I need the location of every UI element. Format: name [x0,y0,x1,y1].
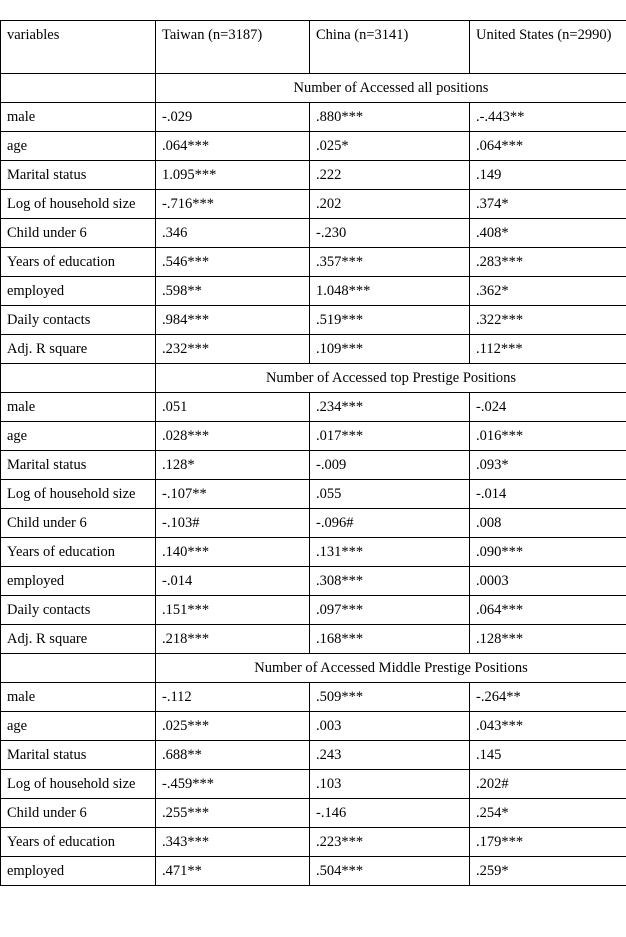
variable-cell: Adj. R square [1,625,156,654]
variable-cell: age [1,712,156,741]
section-blank-cell [1,364,156,393]
table-row [1,741,626,770]
taiwan-cell: .343*** [156,828,310,857]
taiwan-cell: -.107** [156,480,310,509]
taiwan-cell: -.716*** [156,190,310,219]
china-cell: -.230 [310,219,470,248]
section-header-row [1,364,626,393]
variable-cell: Years of education [1,828,156,857]
variable-cell: age [1,422,156,451]
variable-cell: Years of education [1,248,156,277]
china-cell: .003 [310,712,470,741]
table-row [1,567,626,596]
table-row [1,538,626,567]
table-row [1,190,626,219]
table-row [1,683,626,712]
variable-cell: Child under 6 [1,509,156,538]
taiwan-cell: -.459*** [156,770,310,799]
china-cell: .223*** [310,828,470,857]
variable-cell: male [1,683,156,712]
taiwan-cell: .255*** [156,799,310,828]
taiwan-cell: .140*** [156,538,310,567]
header-china: China (n=3141) [310,21,470,74]
taiwan-cell: .151*** [156,596,310,625]
taiwan-cell: .546*** [156,248,310,277]
section-blank-cell [1,654,156,683]
united-states-cell: .202# [470,770,626,799]
variable-cell: employed [1,277,156,306]
taiwan-cell: -.029 [156,103,310,132]
table-row [1,625,626,654]
united-states-cell: .008 [470,509,626,538]
variable-cell: Log of household size [1,480,156,509]
united-states-cell: .112*** [470,335,626,364]
taiwan-cell: -.014 [156,567,310,596]
taiwan-cell: .051 [156,393,310,422]
united-states-cell: .064*** [470,596,626,625]
china-cell: -.146 [310,799,470,828]
section-title: Number of Accessed all positions [156,74,626,103]
taiwan-cell: .346 [156,219,310,248]
united-states-cell: .179*** [470,828,626,857]
table-row [1,248,626,277]
china-cell: .509*** [310,683,470,712]
taiwan-cell: .984*** [156,306,310,335]
variable-cell: Marital status [1,161,156,190]
variable-cell: Log of household size [1,770,156,799]
united-states-cell: -.024 [470,393,626,422]
variable-cell: male [1,103,156,132]
china-cell: .025* [310,132,470,161]
united-states-cell: .149 [470,161,626,190]
section-header-row [1,74,626,103]
variable-cell: age [1,132,156,161]
variable-cell: employed [1,567,156,596]
table-body [1,21,626,886]
header-row [1,21,626,74]
variable-cell: Daily contacts [1,306,156,335]
united-states-cell: .145 [470,741,626,770]
china-cell: .234*** [310,393,470,422]
taiwan-cell: .025*** [156,712,310,741]
taiwan-cell: .232*** [156,335,310,364]
table-row [1,132,626,161]
table-row [1,103,626,132]
china-cell: .017*** [310,422,470,451]
taiwan-cell: .128* [156,451,310,480]
united-states-cell: .374* [470,190,626,219]
variable-cell: Marital status [1,741,156,770]
section-blank-cell [1,74,156,103]
china-cell: .519*** [310,306,470,335]
united-states-cell: .128*** [470,625,626,654]
variable-cell: Child under 6 [1,219,156,248]
table-row [1,393,626,422]
table-row [1,770,626,799]
united-states-cell: .362* [470,277,626,306]
section-title: Number of Accessed Middle Prestige Positions [156,654,626,683]
taiwan-cell: .471** [156,857,310,886]
united-states-cell: .016*** [470,422,626,451]
header-united-states: United States (n=2990) [470,21,626,74]
table-row [1,451,626,480]
china-cell: .097*** [310,596,470,625]
united-states-cell: -.014 [470,480,626,509]
table-row [1,712,626,741]
taiwan-cell: .218*** [156,625,310,654]
united-states-cell: .408* [470,219,626,248]
variable-cell: Marital status [1,451,156,480]
united-states-cell: .259* [470,857,626,886]
taiwan-cell: .598** [156,277,310,306]
variable-cell: Child under 6 [1,799,156,828]
china-cell: -.096# [310,509,470,538]
table-row [1,161,626,190]
variable-cell: Years of education [1,538,156,567]
united-states-cell: .0003 [470,567,626,596]
china-cell: .243 [310,741,470,770]
united-states-cell: .043*** [470,712,626,741]
china-cell: .504*** [310,857,470,886]
united-states-cell: .-.443** [470,103,626,132]
variable-cell: Log of household size [1,190,156,219]
china-cell: .055 [310,480,470,509]
united-states-cell: .283*** [470,248,626,277]
china-cell: .103 [310,770,470,799]
table-row [1,857,626,886]
taiwan-cell: .688** [156,741,310,770]
taiwan-cell: .064*** [156,132,310,161]
taiwan-cell: 1.095*** [156,161,310,190]
united-states-cell: .064*** [470,132,626,161]
table-row [1,277,626,306]
header-taiwan: Taiwan (n=3187) [156,21,310,74]
taiwan-cell: -.103# [156,509,310,538]
china-cell: .131*** [310,538,470,567]
variable-cell: Adj. R square [1,335,156,364]
variable-cell: employed [1,857,156,886]
variable-cell: male [1,393,156,422]
table-row [1,828,626,857]
united-states-cell: .093* [470,451,626,480]
china-cell: .168*** [310,625,470,654]
united-states-cell: .090*** [470,538,626,567]
china-cell: .202 [310,190,470,219]
section-title: Number of Accessed top Prestige Positions [156,364,626,393]
taiwan-cell: -.112 [156,683,310,712]
united-states-cell: .254* [470,799,626,828]
regression-table [0,20,626,886]
table-row [1,596,626,625]
table-row [1,480,626,509]
taiwan-cell: .028*** [156,422,310,451]
table-row [1,799,626,828]
variable-cell: Daily contacts [1,596,156,625]
china-cell: .222 [310,161,470,190]
table-row [1,335,626,364]
table-row [1,422,626,451]
table-row [1,306,626,335]
united-states-cell: -.264** [470,683,626,712]
china-cell: .308*** [310,567,470,596]
china-cell: .880*** [310,103,470,132]
china-cell: .109*** [310,335,470,364]
china-cell: -.009 [310,451,470,480]
section-header-row [1,654,626,683]
table-row [1,219,626,248]
table-row [1,509,626,538]
header-variables: variables [1,21,156,74]
united-states-cell: .322*** [470,306,626,335]
china-cell: 1.048*** [310,277,470,306]
china-cell: .357*** [310,248,470,277]
